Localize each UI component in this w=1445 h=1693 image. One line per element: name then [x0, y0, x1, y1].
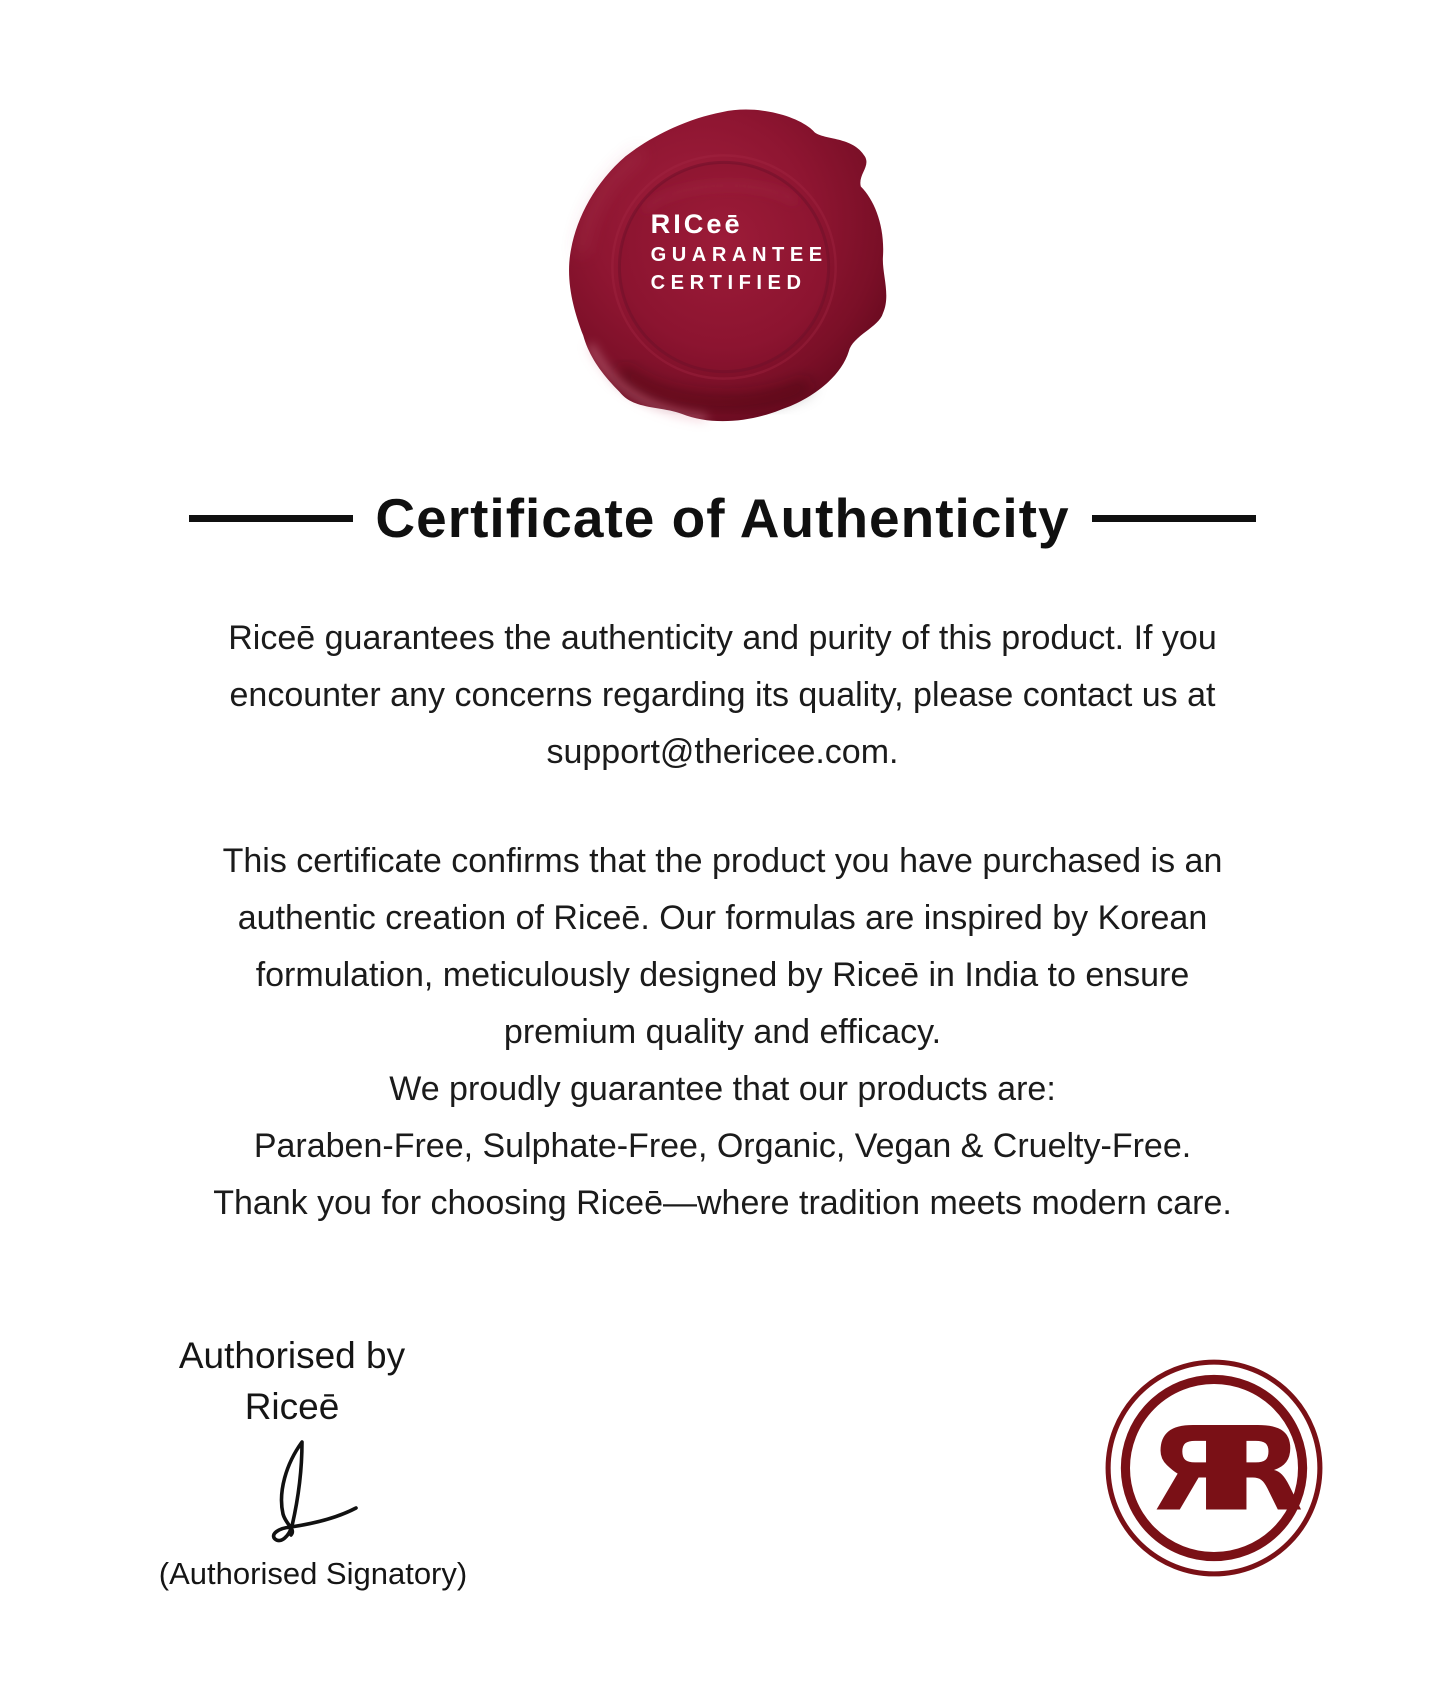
- title-rule-right: [1092, 515, 1256, 522]
- page-title: Certificate of Authenticity: [375, 487, 1070, 549]
- body-paragraph: [0, 833, 1445, 1232]
- logo-monogram: ЯR: [1149, 1402, 1279, 1538]
- body-line: formulation, meticulously designed by Riceē in India to ensure: [255, 956, 1190, 994]
- intro-paragraph: [0, 610, 1445, 781]
- authorised-brand: Riceē: [244, 1386, 340, 1427]
- title-row: [0, 486, 1445, 550]
- body-line: We proudly guarantee that our products are:: [389, 1070, 1056, 1108]
- body-line: authentic creation of Riceē. Our formulas are inspired by Korean: [237, 899, 1208, 937]
- body-line: Thank you for choosing Riceē—where tradition meets modern care.: [213, 1184, 1232, 1222]
- body-line: Paraben-Free, Sulphate-Free, Organic, Vegan & Cruelty-Free.: [253, 1127, 1192, 1165]
- body-line: premium quality and efficacy.: [503, 1013, 942, 1051]
- authorised-signatory-label: (Authorised Signatory): [158, 1556, 468, 1591]
- authorised-block: [168, 1330, 416, 1432]
- intro-line: Riceē guarantees the authenticity and purity of this product. If you: [228, 619, 1217, 657]
- authorised-by-label: Authorised by: [178, 1335, 406, 1376]
- seal-guarantee-text: GUARANTEE: [650, 243, 828, 266]
- signature-mark: [240, 1438, 362, 1548]
- brand-logo-icon: [1102, 1356, 1326, 1580]
- body-line: This certificate confirms that the product you have purchased is an: [222, 842, 1223, 880]
- wax-seal-icon: [551, 96, 893, 432]
- intro-line: encounter any concerns regarding its quality, please contact us at: [229, 676, 1216, 714]
- title-rule-left: [189, 515, 353, 522]
- seal-certified-text: CERTIFIED: [650, 272, 807, 295]
- seal-brand-text: RICeē: [650, 207, 743, 239]
- intro-line: support@thericee.com.: [546, 733, 899, 771]
